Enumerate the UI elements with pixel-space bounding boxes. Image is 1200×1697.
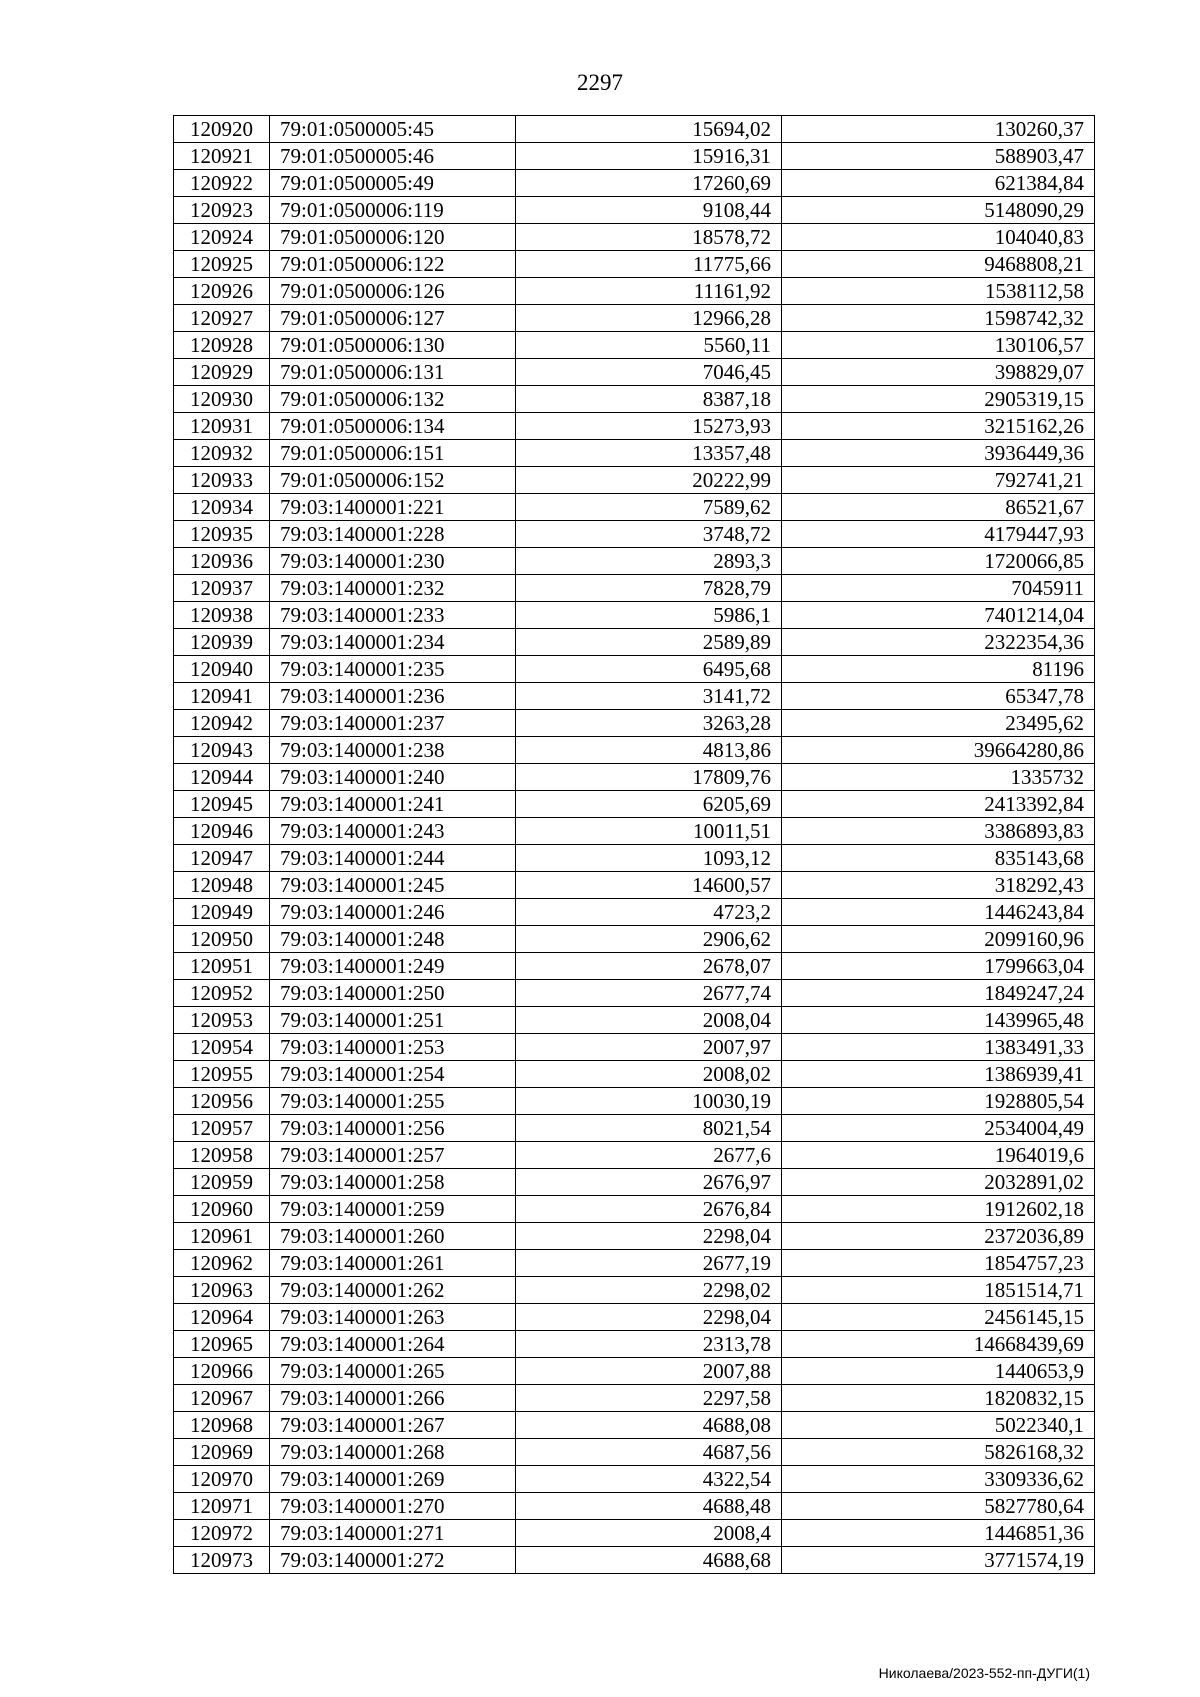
- area-cell: 9108,44: [516, 197, 782, 224]
- value-cell: 14668439,69: [782, 1331, 1095, 1358]
- value-cell: 65347,78: [782, 683, 1095, 710]
- area-cell: 17809,76: [516, 764, 782, 791]
- table-row: [174, 1439, 1095, 1466]
- cadastral-number-cell: 79:01:0500005:49: [270, 170, 516, 197]
- row-number-cell: 120930: [174, 386, 270, 413]
- cadastral-number-cell: 79:01:0500006:134: [270, 413, 516, 440]
- cadastral-number-cell: 79:03:1400001:265: [270, 1358, 516, 1385]
- table-row: [174, 548, 1095, 575]
- value-cell: 1854757,23: [782, 1250, 1095, 1277]
- cadastral-number-cell: 79:01:0500006:131: [270, 359, 516, 386]
- value-cell: 318292,43: [782, 872, 1095, 899]
- cadastral-number-cell: 79:03:1400001:228: [270, 521, 516, 548]
- area-cell: 3748,72: [516, 521, 782, 548]
- value-cell: 86521,67: [782, 494, 1095, 521]
- table-row: [174, 1385, 1095, 1412]
- area-cell: 11161,92: [516, 278, 782, 305]
- row-number-cell: 120967: [174, 1385, 270, 1412]
- table-row: [174, 791, 1095, 818]
- row-number-cell: 120941: [174, 683, 270, 710]
- table-row: [174, 251, 1095, 278]
- table-row: [174, 521, 1095, 548]
- area-cell: 5560,11: [516, 332, 782, 359]
- value-cell: 4179447,93: [782, 521, 1095, 548]
- cadastral-number-cell: 79:03:1400001:233: [270, 602, 516, 629]
- area-cell: 15273,93: [516, 413, 782, 440]
- cadastral-number-cell: 79:03:1400001:259: [270, 1196, 516, 1223]
- area-cell: 2298,02: [516, 1277, 782, 1304]
- cadastral-number-cell: 79:03:1400001:261: [270, 1250, 516, 1277]
- row-number-cell: 120970: [174, 1466, 270, 1493]
- value-cell: 1928805,54: [782, 1088, 1095, 1115]
- area-cell: 2297,58: [516, 1385, 782, 1412]
- row-number-cell: 120940: [174, 656, 270, 683]
- row-number-cell: 120951: [174, 953, 270, 980]
- value-cell: 2905319,15: [782, 386, 1095, 413]
- table-row: [174, 683, 1095, 710]
- area-cell: 4688,08: [516, 1412, 782, 1439]
- row-number-cell: 120923: [174, 197, 270, 224]
- area-cell: 20222,99: [516, 467, 782, 494]
- cadastral-number-cell: 79:03:1400001:230: [270, 548, 516, 575]
- table-row: [174, 629, 1095, 656]
- value-cell: 5148090,29: [782, 197, 1095, 224]
- table-row: [174, 602, 1095, 629]
- cadastral-number-cell: 79:01:0500006:152: [270, 467, 516, 494]
- cadastral-number-cell: 79:03:1400001:248: [270, 926, 516, 953]
- table-row: [174, 224, 1095, 251]
- area-cell: 7828,79: [516, 575, 782, 602]
- row-number-cell: 120971: [174, 1493, 270, 1520]
- table-row: [174, 1358, 1095, 1385]
- cadastral-number-cell: 79:03:1400001:258: [270, 1169, 516, 1196]
- value-cell: 1964019,6: [782, 1142, 1095, 1169]
- table-row: [174, 1547, 1095, 1574]
- row-number-cell: 120968: [174, 1412, 270, 1439]
- table-row: [174, 1493, 1095, 1520]
- area-cell: 2676,84: [516, 1196, 782, 1223]
- area-cell: 4688,48: [516, 1493, 782, 1520]
- row-number-cell: 120929: [174, 359, 270, 386]
- area-cell: 4322,54: [516, 1466, 782, 1493]
- row-number-cell: 120934: [174, 494, 270, 521]
- cadastral-number-cell: 79:03:1400001:221: [270, 494, 516, 521]
- table-row: [174, 1142, 1095, 1169]
- cadastral-number-cell: 79:01:0500006:130: [270, 332, 516, 359]
- value-cell: 130260,37: [782, 116, 1095, 143]
- cadastral-number-cell: 79:03:1400001:245: [270, 872, 516, 899]
- area-cell: 2906,62: [516, 926, 782, 953]
- value-cell: 2032891,02: [782, 1169, 1095, 1196]
- value-cell: 1446243,84: [782, 899, 1095, 926]
- cadastral-number-cell: 79:03:1400001:241: [270, 791, 516, 818]
- area-cell: 17260,69: [516, 170, 782, 197]
- cadastral-number-cell: 79:03:1400001:244: [270, 845, 516, 872]
- cadastral-number-cell: 79:03:1400001:234: [270, 629, 516, 656]
- area-cell: 5986,1: [516, 602, 782, 629]
- value-cell: 130106,57: [782, 332, 1095, 359]
- cadastral-number-cell: 79:03:1400001:270: [270, 1493, 516, 1520]
- page-number: 2297: [577, 70, 623, 95]
- value-cell: 1799663,04: [782, 953, 1095, 980]
- area-cell: 2313,78: [516, 1331, 782, 1358]
- cadastral-number-cell: 79:03:1400001:263: [270, 1304, 516, 1331]
- value-cell: 5022340,1: [782, 1412, 1095, 1439]
- table-row: [174, 359, 1095, 386]
- table-row: [174, 872, 1095, 899]
- table-row: [174, 1520, 1095, 1547]
- value-cell: 23495,62: [782, 710, 1095, 737]
- row-number-cell: 120959: [174, 1169, 270, 1196]
- value-cell: 1849247,24: [782, 980, 1095, 1007]
- cadastral-number-cell: 79:03:1400001:240: [270, 764, 516, 791]
- value-cell: 792741,21: [782, 467, 1095, 494]
- area-cell: 12966,28: [516, 305, 782, 332]
- row-number-cell: 120973: [174, 1547, 270, 1574]
- area-cell: 15694,02: [516, 116, 782, 143]
- area-cell: 2677,19: [516, 1250, 782, 1277]
- table-row: [174, 737, 1095, 764]
- row-number-cell: 120939: [174, 629, 270, 656]
- table-row: [174, 1115, 1095, 1142]
- value-cell: 2372036,89: [782, 1223, 1095, 1250]
- table-row: [174, 116, 1095, 143]
- area-cell: 15916,31: [516, 143, 782, 170]
- table-row: [174, 1277, 1095, 1304]
- row-number-cell: 120956: [174, 1088, 270, 1115]
- row-number-cell: 120947: [174, 845, 270, 872]
- row-number-cell: 120958: [174, 1142, 270, 1169]
- cadastral-number-cell: 79:01:0500006:151: [270, 440, 516, 467]
- table-row: [174, 494, 1095, 521]
- value-cell: 3309336,62: [782, 1466, 1095, 1493]
- cadastral-number-cell: 79:03:1400001:266: [270, 1385, 516, 1412]
- row-number-cell: 120935: [174, 521, 270, 548]
- value-cell: 7045911: [782, 575, 1095, 602]
- row-number-cell: 120949: [174, 899, 270, 926]
- cadastral-number-cell: 79:01:0500005:46: [270, 143, 516, 170]
- table-row: [174, 332, 1095, 359]
- row-number-cell: 120937: [174, 575, 270, 602]
- value-cell: 1720066,85: [782, 548, 1095, 575]
- table-row: [174, 764, 1095, 791]
- area-cell: 8021,54: [516, 1115, 782, 1142]
- table-row: [174, 305, 1095, 332]
- area-cell: 4813,86: [516, 737, 782, 764]
- table-row: [174, 143, 1095, 170]
- area-cell: 2676,97: [516, 1169, 782, 1196]
- table-row: [174, 1304, 1095, 1331]
- cadastral-number-cell: 79:01:0500006:132: [270, 386, 516, 413]
- area-cell: 10011,51: [516, 818, 782, 845]
- cadastral-number-cell: 79:03:1400001:249: [270, 953, 516, 980]
- cadastral-number-cell: 79:03:1400001:255: [270, 1088, 516, 1115]
- cadastral-number-cell: 79:03:1400001:271: [270, 1520, 516, 1547]
- row-number-cell: 120931: [174, 413, 270, 440]
- cadastral-number-cell: 79:03:1400001:232: [270, 575, 516, 602]
- value-cell: 1439965,48: [782, 1007, 1095, 1034]
- table-row: [174, 1250, 1095, 1277]
- cadastral-number-cell: 79:03:1400001:272: [270, 1547, 516, 1574]
- area-cell: 4687,56: [516, 1439, 782, 1466]
- cadastral-number-cell: 79:03:1400001:251: [270, 1007, 516, 1034]
- value-cell: 39664280,86: [782, 737, 1095, 764]
- area-cell: 2008,02: [516, 1061, 782, 1088]
- cadastral-number-cell: 79:03:1400001:256: [270, 1115, 516, 1142]
- cadastral-number-cell: 79:03:1400001:235: [270, 656, 516, 683]
- value-cell: 104040,83: [782, 224, 1095, 251]
- registry-table-body: [174, 116, 1095, 1574]
- value-cell: 3215162,26: [782, 413, 1095, 440]
- area-cell: 2677,74: [516, 980, 782, 1007]
- area-cell: 4723,2: [516, 899, 782, 926]
- row-number-cell: 120922: [174, 170, 270, 197]
- cadastral-number-cell: 79:01:0500006:127: [270, 305, 516, 332]
- value-cell: 2534004,49: [782, 1115, 1095, 1142]
- value-cell: 588903,47: [782, 143, 1095, 170]
- value-cell: 2322354,36: [782, 629, 1095, 656]
- table-row: [174, 1088, 1095, 1115]
- cadastral-number-cell: 79:03:1400001:238: [270, 737, 516, 764]
- cadastral-number-cell: 79:01:0500006:119: [270, 197, 516, 224]
- table-row: [174, 1196, 1095, 1223]
- row-number-cell: 120924: [174, 224, 270, 251]
- area-cell: 2298,04: [516, 1223, 782, 1250]
- area-cell: 2589,89: [516, 629, 782, 656]
- table-row: [174, 575, 1095, 602]
- value-cell: 1912602,18: [782, 1196, 1095, 1223]
- row-number-cell: 120950: [174, 926, 270, 953]
- value-cell: 2413392,84: [782, 791, 1095, 818]
- value-cell: 2099160,96: [782, 926, 1095, 953]
- table-row: [174, 1169, 1095, 1196]
- area-cell: 13357,48: [516, 440, 782, 467]
- row-number-cell: 120920: [174, 116, 270, 143]
- area-cell: 18578,72: [516, 224, 782, 251]
- row-number-cell: 120965: [174, 1331, 270, 1358]
- row-number-cell: 120954: [174, 1034, 270, 1061]
- row-number-cell: 120966: [174, 1358, 270, 1385]
- value-cell: 3386893,83: [782, 818, 1095, 845]
- document-footer: Николаева/2023-552-пп-ДУГИ(1): [878, 1665, 1090, 1681]
- value-cell: 5826168,32: [782, 1439, 1095, 1466]
- cadastral-number-cell: 79:03:1400001:264: [270, 1331, 516, 1358]
- value-cell: 1598742,32: [782, 305, 1095, 332]
- cadastral-number-cell: 79:01:0500005:45: [270, 116, 516, 143]
- cadastral-number-cell: 79:03:1400001:246: [270, 899, 516, 926]
- row-number-cell: 120927: [174, 305, 270, 332]
- table-row: [174, 170, 1095, 197]
- area-cell: 2677,6: [516, 1142, 782, 1169]
- value-cell: 1335732: [782, 764, 1095, 791]
- area-cell: 11775,66: [516, 251, 782, 278]
- value-cell: 1446851,36: [782, 1520, 1095, 1547]
- row-number-cell: 120933: [174, 467, 270, 494]
- area-cell: 2007,88: [516, 1358, 782, 1385]
- row-number-cell: 120964: [174, 1304, 270, 1331]
- area-cell: 1093,12: [516, 845, 782, 872]
- table-row: [174, 1223, 1095, 1250]
- table-row: [174, 1007, 1095, 1034]
- area-cell: 6205,69: [516, 791, 782, 818]
- area-cell: 10030,19: [516, 1088, 782, 1115]
- area-cell: 3263,28: [516, 710, 782, 737]
- row-number-cell: 120969: [174, 1439, 270, 1466]
- table-row: [174, 278, 1095, 305]
- area-cell: 7046,45: [516, 359, 782, 386]
- row-number-cell: 120942: [174, 710, 270, 737]
- value-cell: 398829,07: [782, 359, 1095, 386]
- cadastral-number-cell: 79:01:0500006:122: [270, 251, 516, 278]
- area-cell: 2893,3: [516, 548, 782, 575]
- area-cell: 7589,62: [516, 494, 782, 521]
- cadastral-number-cell: 79:03:1400001:269: [270, 1466, 516, 1493]
- cadastral-number-cell: 79:03:1400001:268: [270, 1439, 516, 1466]
- table-row: [174, 926, 1095, 953]
- row-number-cell: 120946: [174, 818, 270, 845]
- cadastral-number-cell: 79:03:1400001:237: [270, 710, 516, 737]
- row-number-cell: 120952: [174, 980, 270, 1007]
- table-row: [174, 1412, 1095, 1439]
- row-number-cell: 120953: [174, 1007, 270, 1034]
- value-cell: 621384,84: [782, 170, 1095, 197]
- area-cell: 4688,68: [516, 1547, 782, 1574]
- row-number-cell: 120944: [174, 764, 270, 791]
- cadastral-number-cell: 79:03:1400001:254: [270, 1061, 516, 1088]
- cadastral-number-cell: 79:03:1400001:267: [270, 1412, 516, 1439]
- row-number-cell: 120943: [174, 737, 270, 764]
- table-row: [174, 953, 1095, 980]
- row-number-cell: 120921: [174, 143, 270, 170]
- row-number-cell: 120957: [174, 1115, 270, 1142]
- table-row: [174, 440, 1095, 467]
- table-row: [174, 710, 1095, 737]
- cadastral-number-cell: 79:03:1400001:262: [270, 1277, 516, 1304]
- table-row: [174, 1331, 1095, 1358]
- table-row: [174, 1466, 1095, 1493]
- cadastral-number-cell: 79:03:1400001:257: [270, 1142, 516, 1169]
- area-cell: 2298,04: [516, 1304, 782, 1331]
- row-number-cell: 120972: [174, 1520, 270, 1547]
- row-number-cell: 120936: [174, 548, 270, 575]
- table-row: [174, 656, 1095, 683]
- cadastral-number-cell: 79:01:0500006:120: [270, 224, 516, 251]
- value-cell: 1440653,9: [782, 1358, 1095, 1385]
- table-row: [174, 197, 1095, 224]
- value-cell: 9468808,21: [782, 251, 1095, 278]
- table-row: [174, 1061, 1095, 1088]
- table-row: [174, 980, 1095, 1007]
- value-cell: 3771574,19: [782, 1547, 1095, 1574]
- cadastral-number-cell: 79:03:1400001:250: [270, 980, 516, 1007]
- table-row: [174, 1034, 1095, 1061]
- row-number-cell: 120932: [174, 440, 270, 467]
- row-number-cell: 120925: [174, 251, 270, 278]
- cadastral-number-cell: 79:03:1400001:243: [270, 818, 516, 845]
- row-number-cell: 120926: [174, 278, 270, 305]
- table-row: [174, 467, 1095, 494]
- row-number-cell: 120960: [174, 1196, 270, 1223]
- row-number-cell: 120948: [174, 872, 270, 899]
- value-cell: 7401214,04: [782, 602, 1095, 629]
- row-number-cell: 120928: [174, 332, 270, 359]
- table-row: [174, 818, 1095, 845]
- area-cell: 8387,18: [516, 386, 782, 413]
- area-cell: 2007,97: [516, 1034, 782, 1061]
- area-cell: 2008,4: [516, 1520, 782, 1547]
- table-row: [174, 413, 1095, 440]
- value-cell: 835143,68: [782, 845, 1095, 872]
- cadastral-number-cell: 79:03:1400001:236: [270, 683, 516, 710]
- value-cell: 1851514,71: [782, 1277, 1095, 1304]
- value-cell: 81196: [782, 656, 1095, 683]
- row-number-cell: 120938: [174, 602, 270, 629]
- area-cell: 6495,68: [516, 656, 782, 683]
- value-cell: 1820832,15: [782, 1385, 1095, 1412]
- area-cell: 3141,72: [516, 683, 782, 710]
- value-cell: 1386939,41: [782, 1061, 1095, 1088]
- area-cell: 2008,04: [516, 1007, 782, 1034]
- value-cell: 1538112,58: [782, 278, 1095, 305]
- value-cell: 5827780,64: [782, 1493, 1095, 1520]
- value-cell: 1383491,33: [782, 1034, 1095, 1061]
- row-number-cell: 120955: [174, 1061, 270, 1088]
- row-number-cell: 120961: [174, 1223, 270, 1250]
- cadastral-number-cell: 79:03:1400001:253: [270, 1034, 516, 1061]
- row-number-cell: 120963: [174, 1277, 270, 1304]
- area-cell: 2678,07: [516, 953, 782, 980]
- table-row: [174, 899, 1095, 926]
- table-row: [174, 845, 1095, 872]
- row-number-cell: 120962: [174, 1250, 270, 1277]
- registry-table: [173, 115, 1095, 1574]
- row-number-cell: 120945: [174, 791, 270, 818]
- cadastral-number-cell: 79:01:0500006:126: [270, 278, 516, 305]
- value-cell: 2456145,15: [782, 1304, 1095, 1331]
- value-cell: 3936449,36: [782, 440, 1095, 467]
- table-row: [174, 386, 1095, 413]
- area-cell: 14600,57: [516, 872, 782, 899]
- cadastral-number-cell: 79:03:1400001:260: [270, 1223, 516, 1250]
